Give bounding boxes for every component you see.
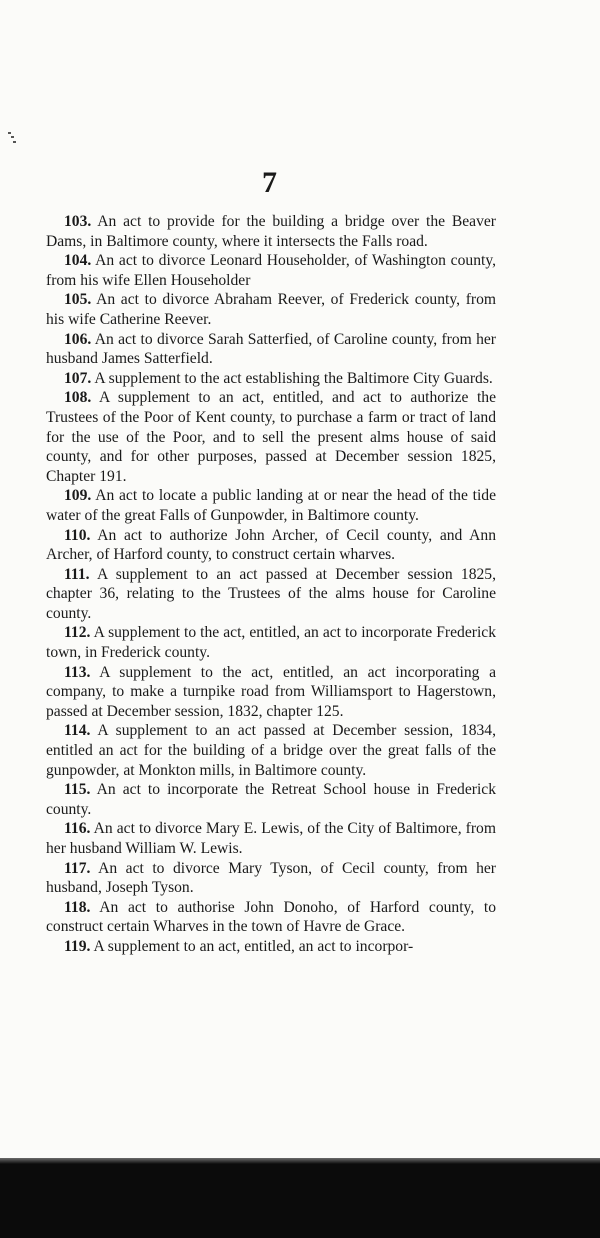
entry <box>46 623 496 662</box>
entry <box>46 859 496 898</box>
page-number: 7 <box>262 166 278 199</box>
entry-text: An act to provide for the building a bridge over the Beaver Dams, in Baltimore county, where it intersects the Falls road. <box>46 213 496 250</box>
entry-number: 109. <box>64 487 92 505</box>
entry <box>46 526 496 565</box>
entry <box>46 388 496 486</box>
entries-list <box>46 212 496 957</box>
entry-number: 113. <box>64 663 91 681</box>
entry-text: An act to divorce Mary Tyson, of Cecil county, from her husband, Joseph Tyson. <box>46 859 496 897</box>
entry-number: 105. <box>64 291 92 309</box>
entry-text: An act to divorce Abraham Reever, of Frederick county, from his wife Catherine Reever. <box>46 291 496 328</box>
entry-number: 117. <box>64 859 91 877</box>
entry-number: 115. <box>64 781 91 799</box>
entry-number: 111. <box>64 565 90 583</box>
entry <box>46 565 496 624</box>
entry-text: A supplement to an act, entitled, an act to incorpor- <box>93 937 414 955</box>
entry-number: 118. <box>64 898 91 916</box>
entry-number: 107. <box>64 369 92 387</box>
entry <box>46 780 496 819</box>
entry <box>46 819 496 858</box>
entry-text: A supplement to the act, entitled, an act to incorporate Frederick town, in Frederick county. <box>46 624 496 662</box>
entry-text: A supplement to the act, entitled, an act incorporating a company, to make a turnpike road from Williamsport to Hagerstown, passed at December session, 1832, chapter 125. <box>46 663 496 720</box>
entry-number: 110. <box>64 526 91 544</box>
entry-text: An act to divorce Mary E. Lewis, of the City of Baltimore, from her husband William W. Lewis. <box>46 820 496 857</box>
entry-number: 106. <box>64 330 92 348</box>
entry-text: An act to divorce Sarah Satterfied, of Caroline county, from her husband James Satterfield. <box>46 330 496 368</box>
page-edge-shadow <box>0 1158 600 1164</box>
entry <box>46 369 496 389</box>
entry <box>46 212 496 251</box>
scan-bottom-edge <box>0 1158 600 1238</box>
entry <box>46 486 496 525</box>
entry-text: An act to incorporate the Retreat School house in Frederick county. <box>46 781 496 818</box>
entry <box>46 290 496 329</box>
entry-text: An act to authorize John Archer, of Cecil county, and Ann Archer, of Harford county, to construct certain wharves. <box>46 526 496 564</box>
entry-number: 119. <box>64 937 91 955</box>
entry-text: A supplement to the act establishing the Baltimore City Guards. <box>94 369 493 387</box>
entry <box>46 721 496 780</box>
entry-text: A supplement to an act, entitled, and act to authorize the Trustees of the Poor of Kent county, to purchase a farm or tract of land for the use of the Poor, and to sell the present alms house of said county, and for other purposes, passed at December session 1825, Chapter 191. <box>46 389 496 485</box>
entry-number: 114. <box>64 722 91 740</box>
entry-number: 104. <box>64 252 92 270</box>
entry-text: A supplement to an act passed at December session 1825, chapter 36, relating to the Trustees of the alms house for Caroline county. <box>46 565 496 622</box>
entry <box>46 330 496 369</box>
entry <box>46 937 496 957</box>
entry <box>46 898 496 937</box>
entry-text: An act to divorce Leonard Householder, of Washington county, from his wife Ellen Householder <box>46 252 497 289</box>
entry-number: 112. <box>64 624 91 642</box>
entry <box>46 251 496 290</box>
entry-number: 116. <box>64 820 91 838</box>
margin-marks <box>2 110 16 170</box>
entry-number: 103. <box>64 213 92 230</box>
entry-text: An act to authorise John Donoho, of Harford county, to construct certain Wharves in the town of Havre de Grace. <box>46 898 496 936</box>
entry-number: 108. <box>64 389 92 407</box>
entry-text: A supplement to an act passed at December session, 1834, entitled an act for the building of a bridge over the great falls of the gunpowder, at Monkton mills, in Baltimore county. <box>46 722 496 779</box>
entry <box>46 663 496 722</box>
entry-text: An act to locate a public landing at or near the head of the tide water of the great Falls of Gunpowder, in Baltimore county. <box>46 487 496 524</box>
